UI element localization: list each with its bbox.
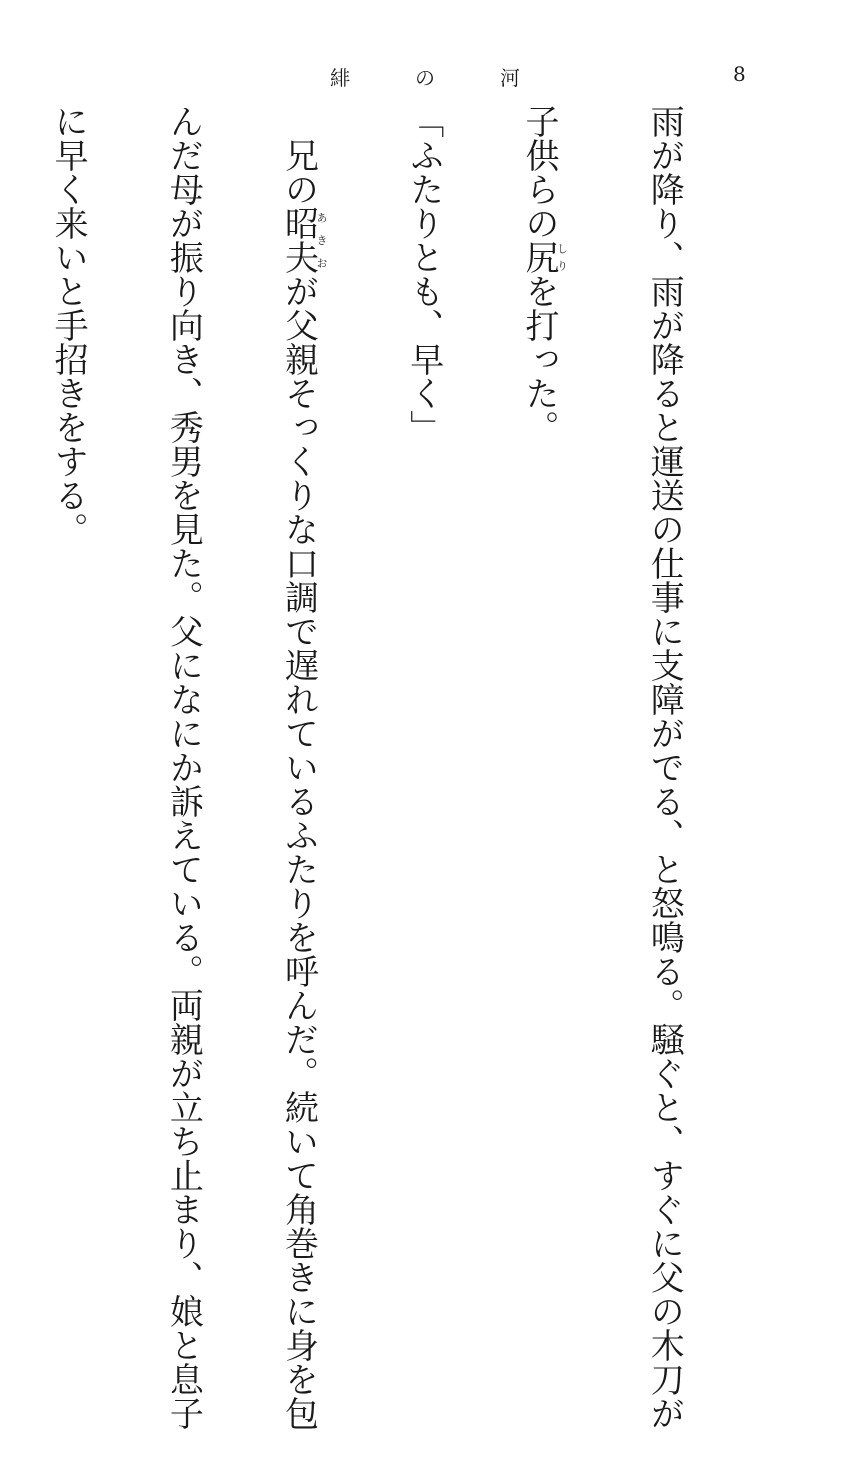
text-line: に早く来いと手招きをする。 [48, 104, 89, 546]
furigana: 尻しり [518, 240, 569, 274]
text-line: 兄の昭夫あきおが父親そっくりな口調で遅れているふたりを呼んだ。続いて角巻きに身を包 [278, 104, 329, 1430]
body-text [48, 104, 760, 1430]
furigana-reading: あきお [315, 206, 329, 274]
furigana-reading: しり [555, 240, 569, 274]
furigana: 昭夫あきお [278, 206, 329, 274]
running-head-char: の [415, 66, 435, 90]
running-head-char: 河 [500, 66, 520, 90]
text-line: んだ母が振り向き、秀男を見た。父になにか訴えている。両親が立ち止まり、娘と息子 [163, 104, 204, 1430]
running-head-char: 緋 [330, 66, 350, 90]
page-number: 8 [733, 62, 746, 86]
running-head [330, 62, 520, 91]
text-line: 「ふたりとも、早く」 [403, 104, 444, 444]
text-line: 子供らの尻しりを打った。 [518, 104, 569, 444]
text-line: 雨が降り、雨が降ると運送の仕事に支障がでる、と怒鳴る。騒ぐと、すぐに父の木刀が [644, 104, 685, 1430]
